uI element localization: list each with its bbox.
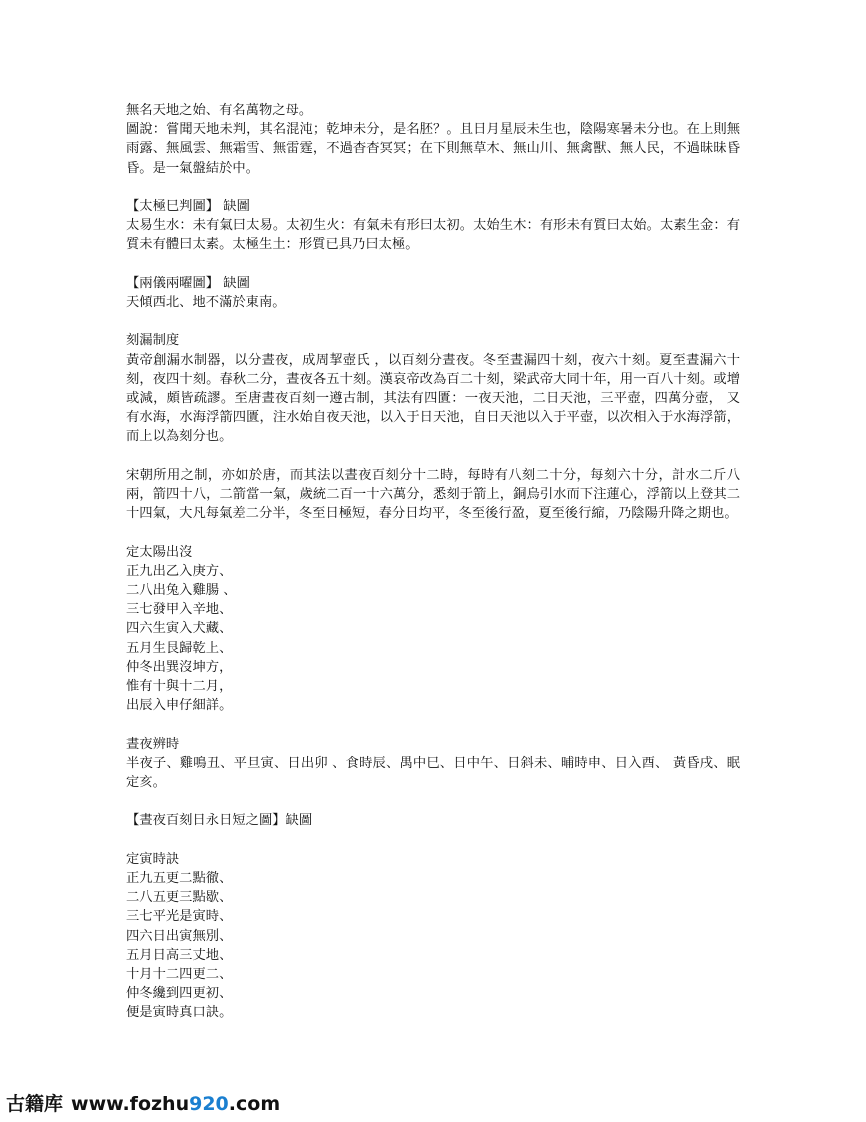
spacer (126, 255, 740, 274)
section-2-body: 太易生水：未有氣曰太易。太初生火：有氣未有形曰太初。太始生木：有形未有質曰太始。太素生金：有質未有體曰太素。太極生土：形質已具乃曰太極。 (126, 218, 740, 253)
section-3-body: 天傾西北、地不滿於東南。 (126, 295, 286, 310)
verse-line: 惟有十與十二月， (126, 679, 233, 695)
document-page (126, 101, 740, 1023)
spacer (126, 312, 740, 331)
section-5-body: 宋朝所用之制，亦如於唐，而其法以晝夜百刻分十二時，每時有八刻二十分，每刻六十分，計水二斤八兩，箭四十八，二箭當一氣，歲統二百一十六萬分，悉刻于箭上，銅烏引水而下注蓮心，浮箭以上登其二十四氣，大凡每氣差二分半，冬至日極短，春分日均平，冬至後行盈，夏至後行縮，乃陰陽升降之期也。 (126, 467, 740, 522)
verse-line: 十月十二四更二、 (126, 967, 233, 983)
section-4-body: 黃帝創漏水制器，以分晝夜，成周挈壺氏 ，以百刻分晝夜。冬至晝漏四十刻，夜六十刻。夏至晝漏六十刻，夜四十刻。春秋二分，晝夜各五十刻。漢哀帝改為百二十刻，梁武帝大同十年，用一百八十刻。或增或減，頗皆疏謬。至唐晝夜百刻一遵古制，其法有四匱：一夜天池，二日天池，三平壺，四萬分壺， 又有水海，水海浮箭四匱，注水始自夜天池，以入于日天池，自日天池以入于平壺，以次相入于水海浮箭，而上以為刻分也。 (126, 352, 740, 445)
sun-title: 定太陽出沒 (126, 544, 193, 560)
sun-verse (126, 562, 740, 716)
verse-line: 仲冬出巽沒坤方， (126, 659, 233, 675)
section-1-title: 無名天地之始、有名萬物之母。 (126, 103, 313, 118)
yin-title: 定寅時訣 (126, 851, 180, 867)
verse-line: 四六生寅入犬藏、 (126, 621, 233, 637)
section-4-title: 刻漏制度 (126, 333, 180, 349)
spacer (126, 447, 740, 466)
section-3-title: 【兩儀兩曜圖】 缺圖 (126, 275, 250, 291)
verse-line: 三七發甲入辛地、 (126, 602, 233, 618)
site-url[interactable] (71, 1093, 280, 1115)
verse-line: 二八五更三點歇、 (126, 890, 233, 906)
spacer (126, 831, 740, 850)
verse-line: 二八出兔入雞腸 、 (126, 583, 237, 598)
url-part-1: www.fozhu (71, 1093, 190, 1115)
spacer (126, 715, 740, 734)
url-part-2: 920 (189, 1093, 229, 1115)
site-name: 古籍库 (6, 1093, 64, 1115)
spacer (126, 792, 740, 811)
hours-body: 半夜子、雞鳴丑、平旦寅、日出卯 、食時辰、禺中巳、日中午、日斜未、晡時申、日入酉、 黃昏戌、眠定亥。 (126, 755, 740, 791)
section-1-body: 圖說：嘗聞天地未判，其名混沌；乾坤未分，是名胚？。且日月星辰未生也，陰陽寒暑未分也。在上則無雨露、無風雲、無霜雪、無雷霆，不過杳杳冥冥；在下則無草木、無山川、無禽獸、無人民，不過昧昧昏昏。是一氣盤結於中。 (126, 122, 740, 176)
spacer (126, 523, 740, 542)
figure-note: 【晝夜百刻日永日短之圖】缺圖 (126, 813, 313, 829)
verse-line: 出辰入申仔細詳。 (126, 698, 233, 714)
verse-line: 五月日高三丈地、 (126, 947, 233, 963)
verse-line: 五月生艮歸乾上、 (126, 640, 233, 656)
yin-verse (126, 869, 740, 1023)
verse-line: 便是寅時真口訣。 (126, 1005, 233, 1021)
verse-line: 仲冬纔到四更初、 (126, 986, 233, 1002)
verse-line: 正九五更二點徹、 (126, 871, 233, 886)
footer-watermark (6, 1089, 280, 1116)
verse-line: 四六日出寅無別、 (126, 928, 233, 944)
verse-line: 三七平光是寅時、 (126, 909, 233, 925)
verse-line: 正九出乙入庚方、 (126, 563, 233, 579)
url-part-3: .com (228, 1093, 281, 1115)
spacer (126, 178, 740, 197)
section-2-title: 【太極巳判圖】 缺圖 (126, 199, 250, 214)
hours-title: 晝夜辨時 (126, 736, 180, 752)
